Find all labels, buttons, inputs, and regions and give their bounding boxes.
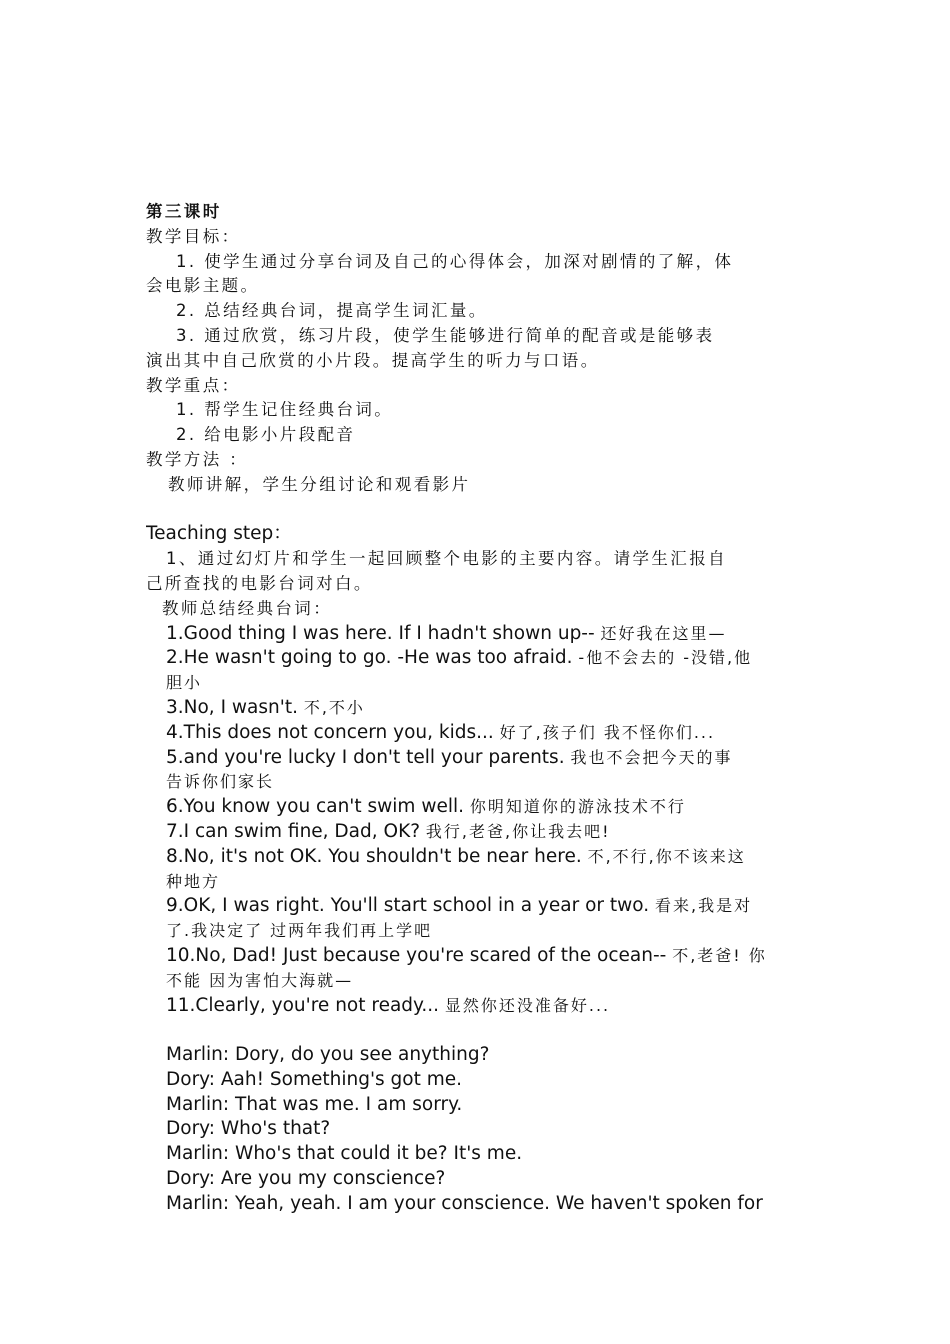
methods-text: 教师讲解，学生分组讨论和观看影片 (168, 474, 471, 494)
quote-line: 8.No, it's not OK. You shouldn't be near here. 不,不行,你不该来这 (166, 845, 746, 867)
quote-line: 11.Clearly, you're not ready... 显然你还没准备好... (166, 994, 611, 1016)
objectives-label: 教学目标： (146, 226, 241, 246)
objective-1-line-b: 会电影主题。 (146, 276, 260, 296)
quote-line: 3.No, I wasn't. 不,不小 (166, 696, 365, 718)
key-point-1: 1. 帮学生记住经典台词。 (176, 400, 394, 420)
quote-line-cont: 告诉你们家长 (166, 772, 275, 792)
summary-label: 教师总结经典台词： (162, 598, 333, 618)
dialogue-line: Dory: Aah! Something's got me. (166, 1068, 463, 1090)
quote-line: 7.I can swim fine, Dad, OK? 我行,老爸,你让我去吧! (166, 820, 611, 842)
dialogue-line: Dory: Who's that? (166, 1118, 331, 1140)
objective-2: 2. 总结经典台词，提高学生词汇量。 (176, 301, 488, 321)
key-points-label: 教学重点： (146, 375, 241, 395)
step-1-line-b: 己所查找的电影台词对白。 (146, 573, 373, 593)
key-point-2: 2. 给电影小片段配音 (176, 425, 356, 445)
quote-line: 10.No, Dad! Just because you're scared of the ocean-- 不,老爸! 你 (166, 944, 767, 966)
dialogue-line: Dory: Are you my conscience? (166, 1168, 446, 1190)
spacer (146, 1018, 810, 1043)
document-page (146, 200, 810, 1217)
dialogue-line: Marlin: Dory, do you see anything? (166, 1044, 490, 1066)
step-1-line-a: 1、通过幻灯片和学生一起回顾整个电影的主要内容。请学生汇报自 (166, 549, 727, 569)
dialogue-line: Marlin: Yeah, yeah. I am your conscience. We haven't spoken for (166, 1192, 763, 1214)
dialogue-line: Marlin: That was me. I am sorry. (166, 1093, 463, 1115)
objective-3-line-a: 3. 通过欣赏，练习片段，使学生能够进行简单的配音或是能够表 (176, 325, 715, 345)
quote-line-cont: 胆小 (166, 673, 203, 693)
quote-line: 6.You know you can't swim well. 你明知道你的游泳技术不行 (166, 796, 686, 818)
quote-line: 9.OK, I was right. You'll start school in a year or two. 看来,我是对 (166, 895, 753, 917)
quote-line: 1.Good thing I was here. If I hadn't shown up-- 还好我在这里— (166, 622, 727, 644)
spacer (146, 498, 810, 523)
dialogue-line: Marlin: Who's that could it be? It's me. (166, 1143, 523, 1165)
quote-line: 4.This does not concern you, kids... 好了,孩子们 我不怪你们... (166, 721, 716, 743)
quote-line-cont: 了.我决定了 过两年我们再上学吧 (166, 921, 433, 941)
quote-line-cont: 不能 因为害怕大海就— (166, 970, 354, 990)
objective-3-line-b: 演出其中自己欣赏的小片段。提高学生的听力与口语。 (146, 350, 600, 370)
quote-line: 5.and you're lucky I don't tell your parents. 我也不会把今天的事 (166, 746, 733, 768)
steps-label: Teaching step： (146, 523, 292, 545)
lesson-title: 第三课时 (146, 202, 222, 221)
quote-line-cont: 种地方 (166, 871, 221, 891)
objective-1-line-a: 1. 使学生通过分享台词及自己的心得体会，加深对剧情的了解，体 (176, 251, 734, 271)
methods-label: 教学方法 ： (146, 449, 249, 469)
quote-line: 2.He wasn't going to go. -He was too afraid. -他不会去的 -没错,他 (166, 647, 753, 669)
